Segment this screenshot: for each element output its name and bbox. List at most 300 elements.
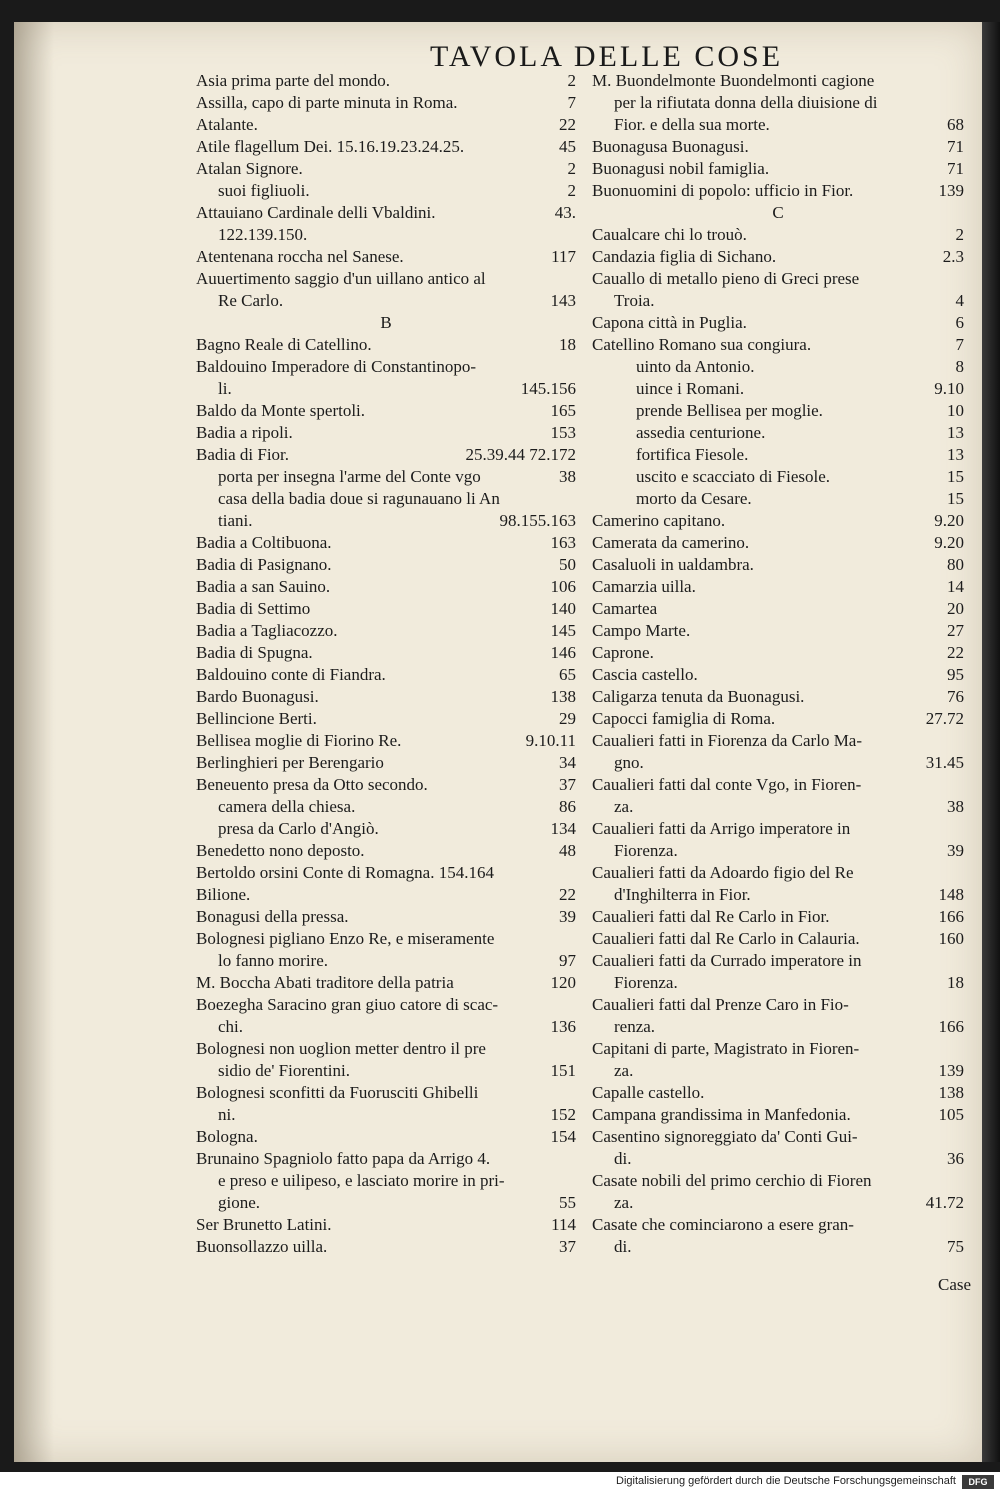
page-reference: 68: [947, 115, 964, 134]
entry-text: Badia a ripoli.: [196, 423, 293, 442]
page-reference: 71: [947, 159, 964, 178]
entry-text: Badia di Pasignano.: [196, 555, 332, 574]
index-entry: [592, 1214, 964, 1236]
page-reference: 139: [938, 181, 964, 200]
entry-text: Baldo da Monte spertoli.: [196, 401, 366, 420]
index-entry: [196, 1236, 576, 1258]
entry-text: presa da Carlo d'Angiò.: [218, 819, 379, 838]
entry-text: Bonagusi della pressa.: [196, 907, 349, 926]
entry-text: Cascia castello.: [592, 665, 698, 684]
index-entry: [592, 576, 964, 598]
index-entry: [592, 268, 964, 290]
page-reference: 41.72: [925, 1193, 964, 1212]
entry-text: Caualcare chi lo trouò.: [592, 225, 747, 244]
index-entry: [592, 1082, 964, 1104]
index-entry: [196, 158, 576, 180]
page-reference: 27: [947, 621, 964, 640]
entry-text: uince i Romani.: [636, 379, 745, 398]
page-reference: 9.10.11: [525, 731, 576, 750]
entry-text: Baldouino conte di Fiandra.: [196, 665, 386, 684]
index-entry: [196, 444, 576, 466]
index-entry: [196, 532, 576, 554]
entry-text: M. Buondelmonte Buondelmonti cagione: [592, 71, 875, 90]
entry-text: za.: [614, 1061, 634, 1080]
index-entry: [196, 1016, 576, 1038]
entry-text: Atile flagellum Dei. 15.16.19.23.24.25.: [196, 137, 465, 156]
index-entry: [592, 752, 964, 774]
index-entry: [196, 1214, 576, 1236]
index-entry: [196, 422, 576, 444]
entry-text: Ser Brunetto Latini.: [196, 1215, 332, 1234]
page-reference: 13: [947, 423, 964, 442]
page-reference: 38: [947, 797, 964, 816]
entry-text: Casate nobili del primo cerchio di Fioren: [592, 1171, 872, 1190]
index-entry: [196, 1104, 576, 1126]
entry-text: fortifica Fiesole.: [636, 445, 749, 464]
entry-text: Casate che cominciarono a esere gran-: [592, 1215, 854, 1234]
entry-text: renza.: [614, 1017, 656, 1036]
index-entry: [196, 620, 576, 642]
index-entry: [592, 1060, 964, 1082]
page-reference: 45: [559, 137, 576, 156]
entry-text: Camerata da camerino.: [592, 533, 750, 552]
index-entry: [196, 378, 576, 400]
page-reference: 7: [567, 93, 576, 112]
page-reference: 166: [938, 907, 964, 926]
entry-text: Capona città in Puglia.: [592, 313, 747, 332]
entry-text: Bertoldo orsini Conte di Romagna. 154.164: [196, 863, 494, 882]
entry-text: Atentenana roccha nel Sanese.: [196, 247, 404, 266]
index-entry: [196, 268, 576, 290]
entry-text: Bolognesi pigliano Enzo Re, e miseramente: [196, 929, 495, 948]
index-entry: [196, 774, 576, 796]
index-entry: [196, 1148, 576, 1170]
page-reference: 151: [550, 1061, 576, 1080]
index-entry: [592, 642, 964, 664]
index-entry: [196, 488, 576, 510]
index-entry: [196, 510, 576, 532]
index-entry: [196, 1170, 576, 1192]
entry-text: Bardo Buonagusi.: [196, 687, 319, 706]
entry-text: Candazia figlia di Sichano.: [592, 247, 777, 266]
entry-text: Caualieri fatti dal Re Carlo in Fior.: [592, 907, 830, 926]
entry-text: Benedetto nono deposto.: [196, 841, 365, 860]
index-entry: [196, 994, 576, 1016]
index-entry: [592, 136, 964, 158]
index-entry: [592, 774, 964, 796]
entry-text: tiani.: [218, 511, 253, 530]
index-entry: [592, 818, 964, 840]
index-entry: [196, 1192, 576, 1214]
entry-text: Bologna.: [196, 1127, 258, 1146]
index-entry: [196, 862, 576, 884]
index-entry: [592, 994, 964, 1016]
entry-text: Casaluoli in ualdambra.: [592, 555, 754, 574]
entry-text: Brunaino Spagniolo fatto papa da Arrigo 4.: [196, 1149, 491, 1168]
index-entry: [592, 290, 964, 312]
page-reference: 146: [550, 643, 576, 662]
index-entry: [592, 92, 964, 114]
page-reference: 138: [550, 687, 576, 706]
page-reference: 98.155.163: [499, 511, 576, 530]
page-reference: 2: [567, 159, 576, 178]
index-entry: [592, 378, 964, 400]
page-reference: 48: [559, 841, 576, 860]
page-reference: 106: [550, 577, 576, 596]
page-reference: 22: [559, 885, 576, 904]
index-entry: [196, 1038, 576, 1060]
page-reference: 15: [947, 467, 964, 486]
entry-text: Badia di Spugna.: [196, 643, 313, 662]
index-entry: [196, 708, 576, 730]
index-entry: [592, 466, 964, 488]
index-entry: [592, 906, 964, 928]
entry-text: Caprone.: [592, 643, 654, 662]
index-entry: [592, 950, 964, 972]
index-entry: [196, 92, 576, 114]
index-entry: [592, 488, 964, 510]
scan-edge: [982, 22, 1000, 1462]
page-reference: 55: [559, 1193, 576, 1212]
index-entry: [592, 796, 964, 818]
page-reference: 145: [550, 621, 576, 640]
entry-text: Fiorenza.: [614, 841, 678, 860]
index-entry: [592, 114, 964, 136]
footer-bar: [0, 1472, 1000, 1493]
index-entry: [196, 202, 576, 224]
index-entry: [196, 730, 576, 752]
entry-text: Asia prima parte del mondo.: [196, 71, 391, 90]
index-entry: [196, 1082, 576, 1104]
index-entry: [196, 950, 576, 972]
index-entry: [592, 862, 964, 884]
index-entry: [592, 444, 964, 466]
index-entry: [592, 356, 964, 378]
page-reference: 7: [955, 335, 964, 354]
index-entry: [196, 136, 576, 158]
entry-text: Caualieri fatti dal Re Carlo in Calauria.: [592, 929, 860, 948]
section-letter: C: [772, 203, 784, 222]
index-entry: [196, 796, 576, 818]
entry-text: Bellisea moglie di Fiorino Re.: [196, 731, 402, 750]
page-reference: 9.20: [934, 533, 964, 552]
entry-text: M. Boccha Abati traditore della patria: [196, 973, 454, 992]
index-entry: [592, 1170, 964, 1192]
page-reference: 39: [947, 841, 964, 860]
entry-text: d'Inghilterra in Fior.: [614, 885, 751, 904]
page-reference: 148: [938, 885, 964, 904]
index-entry: [592, 1104, 964, 1126]
page-reference: 145.156: [520, 379, 576, 398]
index-entry: [592, 1016, 964, 1038]
running-header: TAVOLA DELLE COSE: [430, 40, 784, 73]
entry-text: Badia a Coltibuona.: [196, 533, 332, 552]
page-reference: 31.45: [925, 753, 964, 772]
page-reference: 13: [947, 445, 964, 464]
entry-text: Badia di Fior.: [196, 445, 290, 464]
section-letter: B: [380, 313, 392, 332]
page-binding-shadow: [14, 22, 54, 1462]
page-reference: 9.20: [934, 511, 964, 530]
index-column-right: [592, 70, 964, 1258]
index-entry: [592, 884, 964, 906]
footer-credit: Digitalisierung gefördert durch die Deutsche Forschungsgemeinschaft: [616, 1475, 956, 1487]
page-reference: 29: [559, 709, 576, 728]
entry-text: Attauiano Cardinale delli Vbaldini.: [196, 203, 436, 222]
page-reference: 165: [550, 401, 576, 420]
entry-text: Capocci famiglia di Roma.: [592, 709, 776, 728]
entry-text: Cauallo di metallo pieno di Greci prese: [592, 269, 860, 288]
entry-text: Buonuomini di popolo: ufficio in Fior.: [592, 181, 854, 200]
entry-text: di.: [614, 1149, 632, 1168]
entry-text: Buonsollazzo uilla.: [196, 1237, 328, 1256]
index-entry: [592, 840, 964, 862]
index-entry: [592, 972, 964, 994]
entry-text: chi.: [218, 1017, 244, 1036]
index-entry: [592, 686, 964, 708]
page-reference: 39: [559, 907, 576, 926]
entry-text: Bolognesi sconfitti da Fuorusciti Ghibelli: [196, 1083, 479, 1102]
page-reference: 10: [947, 401, 964, 420]
index-entry: [592, 180, 964, 202]
entry-text: Fior. e della sua morte.: [614, 115, 770, 134]
entry-text: morto da Cesare.: [636, 489, 752, 508]
index-entry: [196, 1060, 576, 1082]
index-entry: [592, 708, 964, 730]
page-reference: 153: [550, 423, 576, 442]
index-entry: [196, 114, 576, 136]
index-entry: [592, 620, 964, 642]
page-reference: 2: [567, 71, 576, 90]
entry-text: per la rifiutata donna della diuisione di: [614, 93, 878, 112]
entry-text: Atalan Signore.: [196, 159, 303, 178]
entry-text: porta per insegna l'arme del Conte vgo: [218, 467, 481, 486]
index-entry: [592, 1236, 964, 1258]
page-reference: 65: [559, 665, 576, 684]
page-reference: 2.3: [942, 247, 964, 266]
index-entry: [592, 400, 964, 422]
entry-text: 122.139.150.: [218, 225, 308, 244]
index-entry: [196, 224, 576, 246]
page-reference: 163: [550, 533, 576, 552]
page-reference: 136: [550, 1017, 576, 1036]
index-entry: [592, 246, 964, 268]
page-reference: 18: [947, 973, 964, 992]
index-column-left: [196, 70, 576, 1258]
index-entry: [592, 664, 964, 686]
entry-text: Casentino signoreggiato da' Conti Gui-: [592, 1127, 858, 1146]
index-entry: [196, 664, 576, 686]
entry-text: Fiorenza.: [614, 973, 678, 992]
entry-text: Camartea: [592, 599, 658, 618]
index-entry: [592, 1126, 964, 1148]
catchword: Case: [938, 1275, 972, 1294]
entry-text: sidio de' Fiorentini.: [218, 1061, 350, 1080]
entry-text: Caualieri fatti dal conte Vgo, in Fioren-: [592, 775, 862, 794]
index-entry: [592, 532, 964, 554]
index-entry: [196, 576, 576, 598]
index-entry: [196, 906, 576, 928]
entry-text: Bilione.: [196, 885, 251, 904]
page-reference: 20: [947, 599, 964, 618]
entry-text: li.: [218, 379, 232, 398]
page-reference: 37: [559, 775, 576, 794]
entry-text: Auuertimento saggio d'un uillano antico al: [196, 269, 486, 288]
entry-text: Catellino Romano sua congiura.: [592, 335, 812, 354]
page-reference: 27.72: [925, 709, 964, 728]
page-reference: 138: [938, 1083, 964, 1102]
page-reference: 86: [559, 797, 576, 816]
index-entry: [196, 246, 576, 268]
entry-text: ni.: [218, 1105, 236, 1124]
page-reference: 2: [955, 225, 964, 244]
page-reference: 166: [938, 1017, 964, 1036]
entry-text: di.: [614, 1237, 632, 1256]
entry-text: prende Bellisea per moglie.: [636, 401, 823, 420]
index-entry: [592, 1192, 964, 1214]
index-entry: [592, 598, 964, 620]
index-entry: [196, 818, 576, 840]
index-entry: [196, 642, 576, 664]
entry-text: Badia a san Sauino.: [196, 577, 331, 596]
page-reference: 139: [938, 1061, 964, 1080]
index-entry: [196, 752, 576, 774]
page-reference: 22: [559, 115, 576, 134]
page-reference: 75: [947, 1237, 964, 1256]
page-reference: 38: [559, 467, 576, 486]
entry-text: gno.: [614, 753, 644, 772]
entry-text: Boezegha Saracino gran giuo catore di scac-: [196, 995, 499, 1014]
dfg-logo: DFG: [962, 1475, 994, 1489]
page-reference: 43.: [554, 203, 576, 222]
index-entry: [592, 312, 964, 334]
page-reference: 14: [947, 577, 964, 596]
page-reference: 71: [947, 137, 964, 156]
entry-text: Caualieri fatti da Currado imperatore in: [592, 951, 862, 970]
index-entry: [592, 730, 964, 752]
entry-text: za.: [614, 1193, 634, 1212]
entry-text: Buonagusi nobil famiglia.: [592, 159, 770, 178]
page-reference: 152: [550, 1105, 576, 1124]
entry-text: Bellincione Berti.: [196, 709, 317, 728]
entry-text: Campana grandissima in Manfedonia.: [592, 1105, 851, 1124]
entry-text: Caualieri fatti dal Prenze Caro in Fio-: [592, 995, 849, 1014]
entry-text: Badia di Settimo: [196, 599, 311, 618]
page-reference: 15: [947, 489, 964, 508]
entry-text: e preso e uilipeso, e lasciato morire in pri-: [218, 1171, 505, 1190]
page-reference: 76: [947, 687, 964, 706]
entry-text: Troia.: [614, 291, 655, 310]
index-entry: [196, 686, 576, 708]
page-reference: 105: [938, 1105, 964, 1124]
entry-text: Camerino capitano.: [592, 511, 726, 530]
index-entry: [196, 1126, 576, 1148]
entry-text: Caligarza tenuta da Buonagusi.: [592, 687, 805, 706]
index-entry: [196, 356, 576, 378]
entry-text: assedia centurione.: [636, 423, 766, 442]
page-reference: 80: [947, 555, 964, 574]
entry-text: Bagno Reale di Catellino.: [196, 335, 372, 354]
index-entry: [196, 972, 576, 994]
entry-text: Caualieri fatti da Arrigo imperatore in: [592, 819, 851, 838]
page-reference: 2: [567, 181, 576, 200]
entry-text: Buonagusa Buonagusi.: [592, 137, 749, 156]
index-entry: [592, 510, 964, 532]
entry-text: uinto da Antonio.: [636, 357, 755, 376]
entry-text: Bolognesi non uoglion metter dentro il pre: [196, 1039, 486, 1058]
entry-text: Campo Marte.: [592, 621, 691, 640]
index-entry: [196, 884, 576, 906]
index-entry: [592, 554, 964, 576]
page-reference: 4: [955, 291, 964, 310]
page-reference: 97: [559, 951, 576, 970]
entry-text: Capitani di parte, Magistrato in Fioren-: [592, 1039, 860, 1058]
page-reference: 9.10: [934, 379, 964, 398]
page-reference: 36: [947, 1149, 964, 1168]
index-entry: [196, 554, 576, 576]
page-reference: 114: [551, 1215, 576, 1234]
entry-text: za.: [614, 797, 634, 816]
index-entry: [592, 1148, 964, 1170]
entry-text: casa della badia doue si ragunauano li An: [218, 489, 500, 508]
index-entry: [592, 334, 964, 356]
page-reference: 18: [559, 335, 576, 354]
index-entry: [196, 290, 576, 312]
entry-text: Re Carlo.: [218, 291, 284, 310]
index-entry: [196, 180, 576, 202]
page-reference: 154: [550, 1127, 576, 1146]
index-entry: [196, 598, 576, 620]
entry-text: Camarzia uilla.: [592, 577, 696, 596]
page-reference: 6: [955, 313, 964, 332]
page-reference: 140: [550, 599, 576, 618]
entry-text: lo fanno morire.: [218, 951, 328, 970]
page-reference: 34: [559, 753, 576, 772]
entry-text: Beneuento presa da Otto secondo.: [196, 775, 428, 794]
entry-text: Berlinghieri per Berengario: [196, 753, 384, 772]
page-reference: 95: [947, 665, 964, 684]
index-entry: [196, 466, 576, 488]
entry-text: Badia a Tagliacozzo.: [196, 621, 338, 640]
entry-text: Baldouino Imperadore di Constantinopo-: [196, 357, 476, 376]
entry-text: Atalante.: [196, 115, 258, 134]
entry-text: suoi figliuoli.: [218, 181, 310, 200]
entry-text: Capalle castello.: [592, 1083, 705, 1102]
page-reference: 143: [550, 291, 576, 310]
index-entry: [592, 158, 964, 180]
page-reference: 160: [938, 929, 964, 948]
index-entry: [592, 928, 964, 950]
entry-text: Caualieri fatti da Adoardo figio del Re: [592, 863, 854, 882]
page-reference: 50: [559, 555, 576, 574]
page-reference: 37: [559, 1237, 576, 1256]
index-entry: [592, 224, 964, 246]
page-reference: 134: [550, 819, 576, 838]
entry-text: Assilla, capo di parte minuta in Roma.: [196, 93, 458, 112]
index-entry: [592, 70, 964, 92]
page-reference: 120: [550, 973, 576, 992]
entry-text: gione.: [218, 1193, 261, 1212]
page-reference: 22: [947, 643, 964, 662]
index-entry: [196, 928, 576, 950]
index-entry: [196, 334, 576, 356]
index-entry: [196, 70, 576, 92]
entry-text: Caualieri fatti in Fiorenza da Carlo Ma-: [592, 731, 863, 750]
entry-text: camera della chiesa.: [218, 797, 356, 816]
index-entry: [196, 400, 576, 422]
index-entry: [592, 422, 964, 444]
index-entry: [592, 1038, 964, 1060]
